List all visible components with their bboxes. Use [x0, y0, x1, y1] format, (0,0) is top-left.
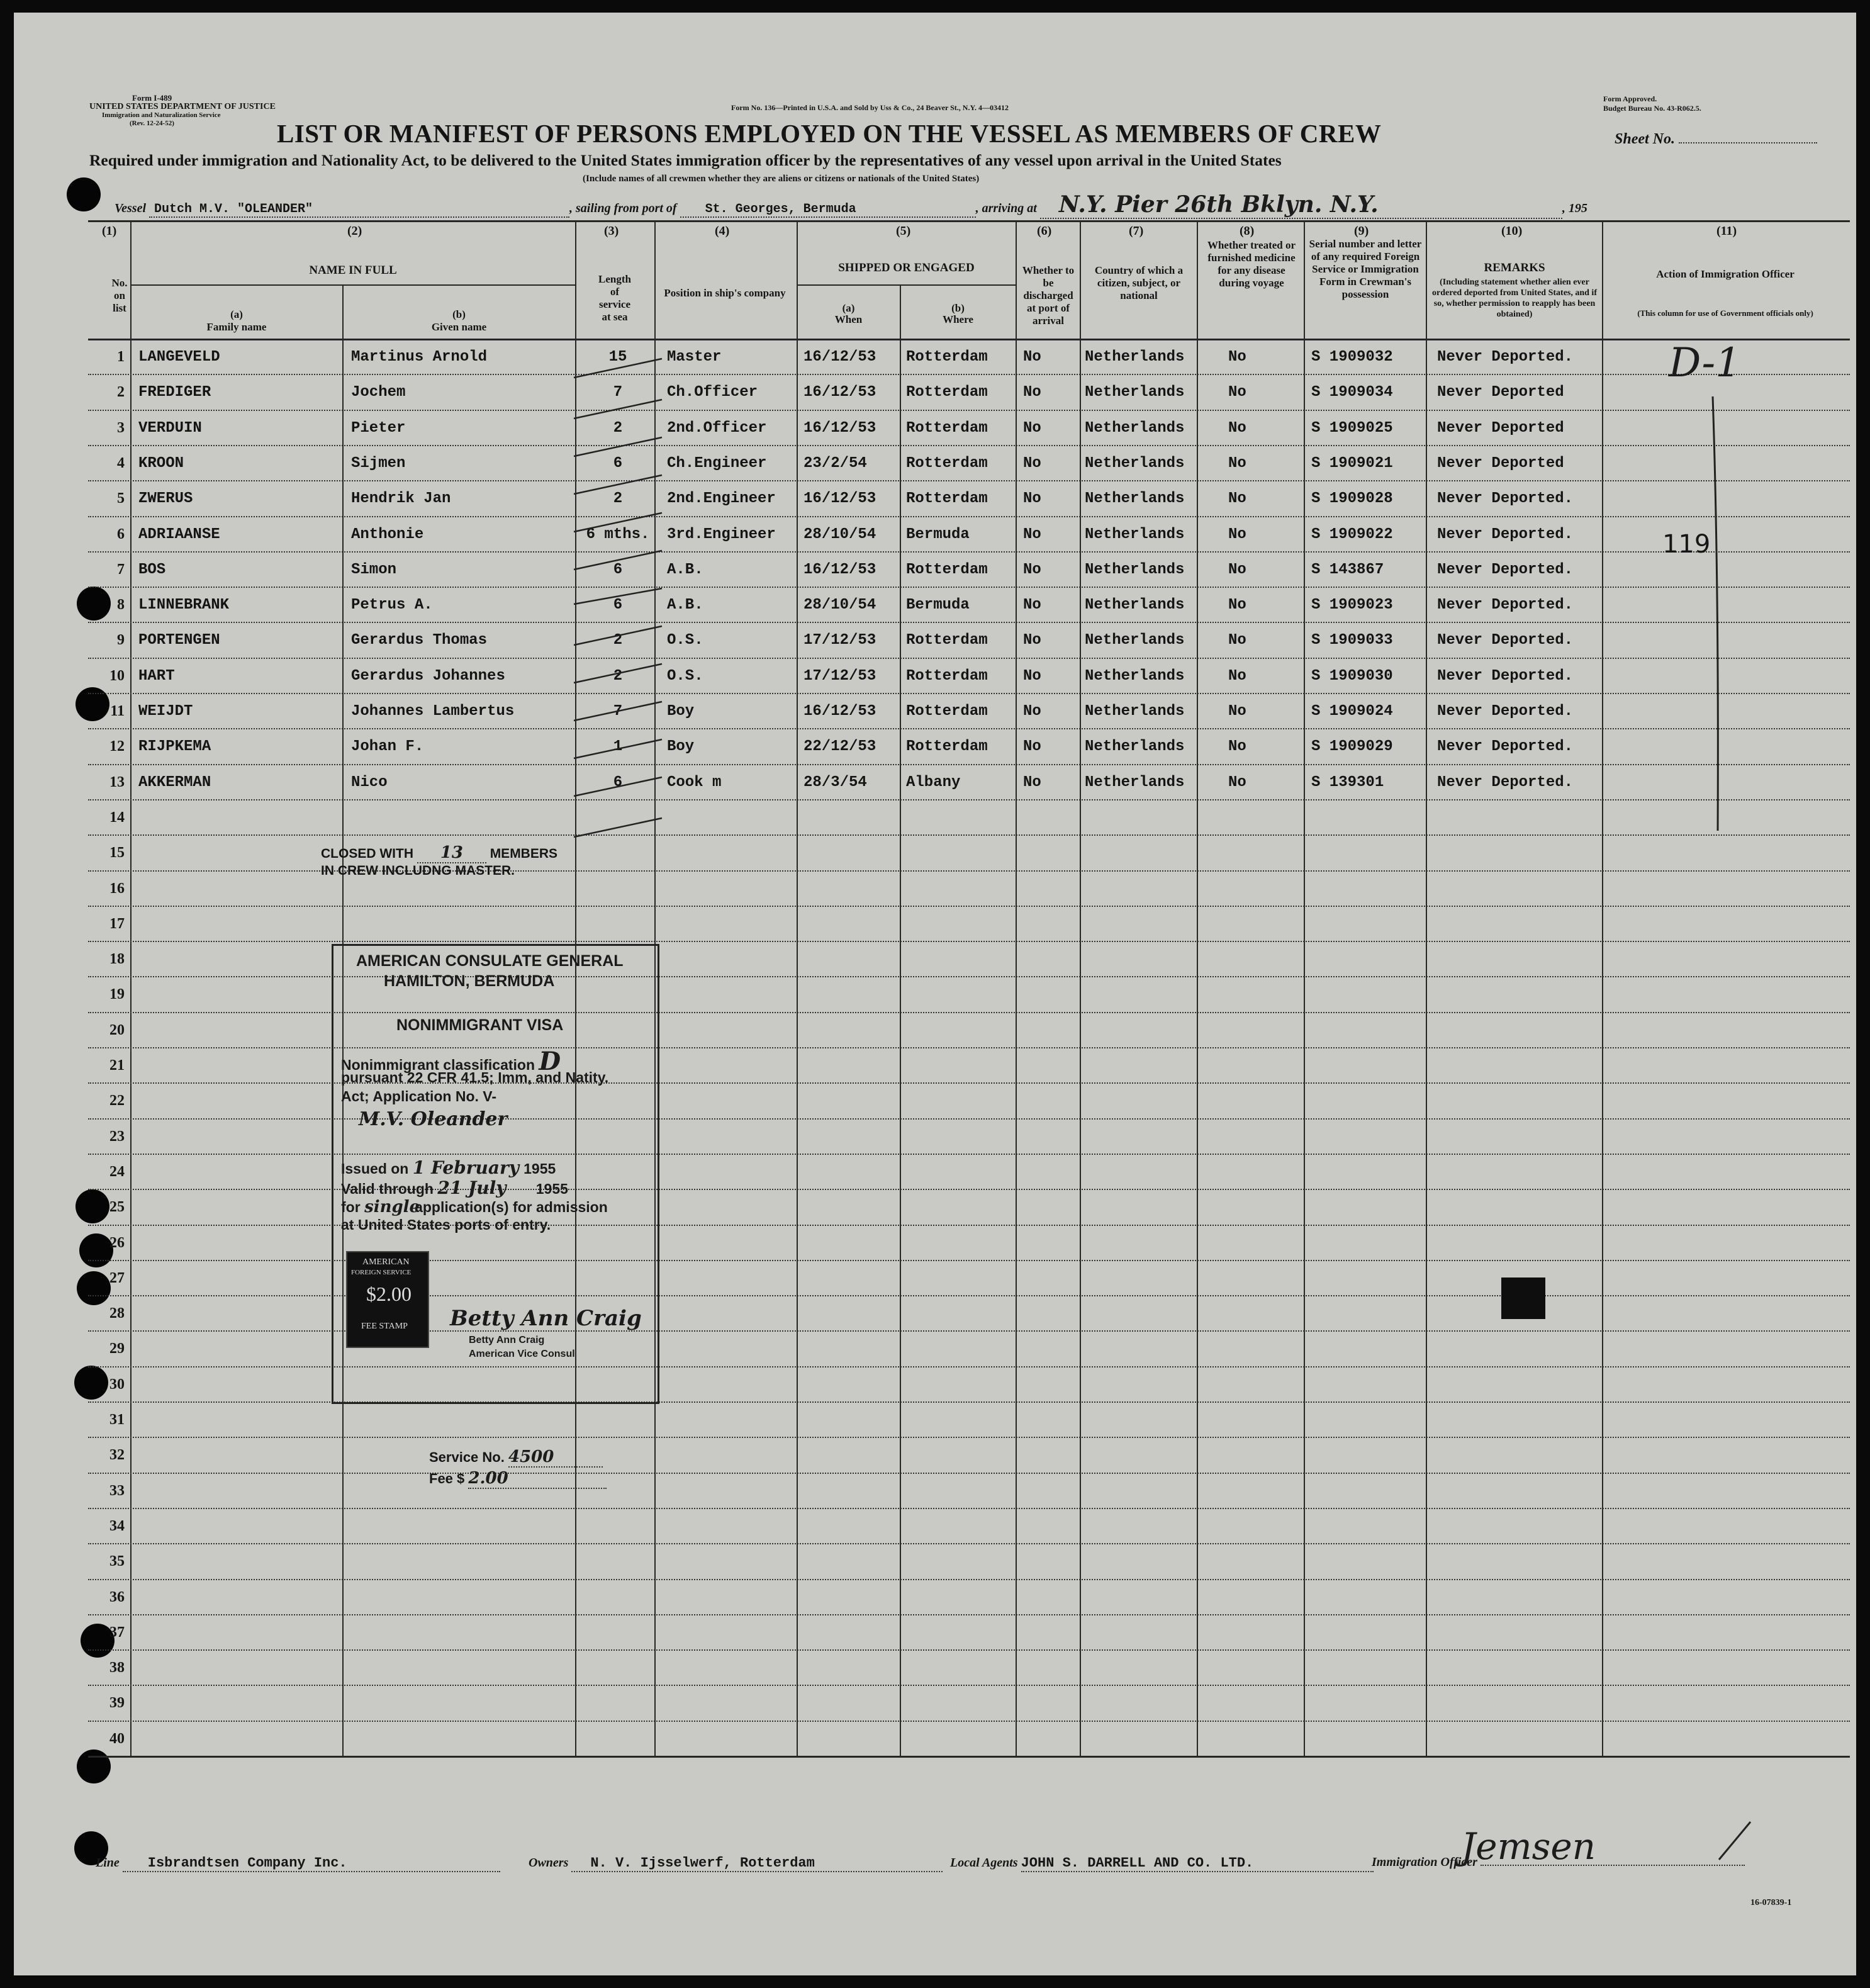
crew-given: Petrus A. — [351, 597, 433, 614]
crew-family: LANGEVELD — [138, 349, 220, 366]
col-4-number: (4) — [715, 224, 730, 238]
row-number: 7 — [117, 561, 125, 578]
row-number: 34 — [109, 1518, 125, 1534]
crew-where: Rotterdam — [906, 384, 988, 401]
header-name-in-full: NAME IN FULL — [309, 264, 397, 277]
crew-remarks: Never Deported — [1437, 384, 1564, 401]
crew-position: Ch.Officer — [667, 384, 758, 401]
header-remarks-note: (Including statement whether alien ever ordered deported from United States, and if so, whether permission to reapply has been obtained) — [1432, 278, 1597, 319]
crew-length: 15 — [608, 349, 627, 366]
crew-remarks: Never Deported. — [1437, 597, 1574, 614]
row-number: 27 — [109, 1270, 125, 1286]
crew-family: LINNEBRANK — [138, 597, 230, 614]
agency-name: UNITED STATES DEPARTMENT OF JUSTICE — [89, 102, 276, 111]
crew-when: 23/2/54 — [803, 455, 867, 472]
crew-position: 2nd.Engineer — [667, 490, 776, 507]
row-number: 22 — [109, 1092, 125, 1109]
arriving-port: N.Y. Pier 26th Bklyn. N.Y. — [1040, 191, 1562, 219]
crew-treated: No — [1228, 349, 1246, 366]
crew-treated: No — [1228, 668, 1246, 685]
crew-remarks: Never Deported. — [1437, 703, 1574, 720]
crew-position: Boy — [667, 703, 695, 720]
crew-serial: S 1909021 — [1311, 455, 1393, 472]
crew-disch: No — [1023, 490, 1041, 507]
crew-treated: No — [1228, 526, 1246, 543]
form-revision: (Rev. 12-24-52) — [130, 120, 174, 127]
crew-disch: No — [1023, 774, 1041, 791]
crew-given: Sijmen — [351, 455, 406, 472]
row-separator — [88, 658, 1850, 660]
punch-hole — [77, 1749, 111, 1783]
crew-when: 16/12/53 — [803, 420, 876, 437]
crew-serial: S 1909024 — [1311, 703, 1393, 720]
crew-given: Anthonie — [351, 526, 424, 543]
header-serial: Serial number and letter of any required Foreign Service or Immigration Form in Crewman's possession — [1309, 238, 1422, 300]
crew-given: Hendrik Jan — [351, 490, 451, 507]
crew-length: 2 — [613, 632, 623, 649]
row-number: 14 — [109, 809, 125, 826]
row-separator — [88, 1685, 1850, 1687]
row-number: 30 — [109, 1376, 125, 1393]
crew-disch: No — [1023, 668, 1041, 685]
crew-treated: No — [1228, 420, 1246, 437]
crew-when: 17/12/53 — [803, 632, 876, 649]
crew-when: 22/12/53 — [803, 738, 876, 755]
header-action: Action of Immigration Officer — [1656, 268, 1794, 280]
crew-length: 2 — [613, 668, 623, 685]
header-action-note: (This column for use of Government officials only) — [1637, 308, 1813, 318]
crew-position: 2nd.Officer — [667, 420, 767, 437]
row-number: 25 — [109, 1199, 125, 1215]
crew-family: HART — [138, 668, 175, 685]
crew-family: FREDIGER — [138, 384, 211, 401]
crew-given: Simon — [351, 561, 397, 578]
form-approved: Form Approved. — [1603, 94, 1657, 103]
row-separator — [88, 587, 1850, 588]
row-number: 18 — [109, 951, 125, 967]
crew-length: 6 — [613, 774, 623, 791]
vessel-line: Vessel Dutch M.V. "OLEANDER" , sailing from port of St. Georges, Bermuda , arriving at N.Y. Pier 26th Bklyn. N.Y. , 195 — [115, 191, 1587, 218]
crew-treated: No — [1228, 455, 1246, 472]
crew-remarks: Never Deported — [1437, 420, 1564, 437]
crew-family: BOS — [138, 561, 166, 578]
crew-treated: No — [1228, 561, 1246, 578]
crew-length: 6 — [613, 597, 623, 614]
row-separator — [88, 374, 1850, 376]
crew-family: ADRIAANSE — [138, 526, 220, 543]
crew-position: 3rd.Engineer — [667, 526, 776, 543]
crew-serial: S 1909025 — [1311, 420, 1393, 437]
crew-when: 16/12/53 — [803, 561, 876, 578]
crew-serial: S 1909033 — [1311, 632, 1393, 649]
crew-disch: No — [1023, 632, 1041, 649]
crew-length: 1 — [613, 738, 623, 755]
crew-length: 2 — [613, 490, 623, 507]
row-number: 17 — [109, 916, 125, 932]
crew-remarks: Never Deported. — [1437, 561, 1574, 578]
row-number: 24 — [109, 1164, 125, 1180]
crew-family: VERDUIN — [138, 420, 202, 437]
agency-service: Immigration and Naturalization Service — [102, 111, 221, 119]
crew-position: O.S. — [667, 668, 703, 685]
crew-country: Netherlands — [1085, 526, 1185, 543]
col-7-number: (7) — [1129, 224, 1144, 238]
crew-disch: No — [1023, 738, 1041, 755]
row-number: 31 — [109, 1412, 125, 1428]
header-where-b: (b) — [951, 302, 965, 314]
row-number: 40 — [109, 1731, 125, 1747]
crew-where: Bermuda — [906, 597, 970, 614]
footer-line: Line Isbrandtsen Company Inc. — [96, 1855, 500, 1872]
crew-when: 28/10/54 — [803, 526, 876, 543]
crew-length: 6 mths. — [586, 526, 650, 543]
row-separator — [88, 693, 1850, 695]
crew-disch: No — [1023, 597, 1041, 614]
crew-given: Johan F. — [351, 738, 424, 755]
row-separator — [88, 445, 1850, 447]
crew-disch: No — [1023, 384, 1041, 401]
crew-given: Martinus Arnold — [351, 349, 488, 366]
ink-blot — [1501, 1278, 1545, 1319]
crew-length: 7 — [613, 703, 623, 720]
crew-disch: No — [1023, 349, 1041, 366]
row-number: 23 — [109, 1128, 125, 1145]
crew-remarks: Never Deported. — [1437, 632, 1574, 649]
vessel-name: Dutch M.V. "OLEANDER" — [149, 202, 569, 218]
row-number: 13 — [109, 774, 125, 790]
row-number: 12 — [109, 738, 125, 755]
crew-country: Netherlands — [1085, 668, 1185, 685]
header-given-name: Given name — [431, 321, 487, 333]
sheet-number-label: Sheet No. — [1615, 131, 1817, 148]
crew-remarks: Never Deported — [1437, 455, 1564, 472]
crew-treated: No — [1228, 738, 1246, 755]
crew-family: PORTENGEN — [138, 632, 220, 649]
crew-where: Albany — [906, 774, 961, 791]
footer-officer: Immigration Officer — [1372, 1855, 1745, 1870]
crew-remarks: Never Deported. — [1437, 668, 1574, 685]
crew-given: Nico — [351, 774, 388, 791]
col-10-number: (10) — [1501, 224, 1523, 238]
crew-remarks: Never Deported. — [1437, 774, 1574, 791]
header-where: Where — [943, 313, 973, 325]
crew-treated: No — [1228, 597, 1246, 614]
crew-when: 16/12/53 — [803, 703, 876, 720]
crew-serial: S 139301 — [1311, 774, 1384, 791]
row-number: 32 — [109, 1447, 125, 1463]
crew-when: 16/12/53 — [803, 384, 876, 401]
row-separator — [88, 1543, 1850, 1545]
crew-when: 16/12/53 — [803, 490, 876, 507]
crew-treated: No — [1228, 703, 1246, 720]
crew-where: Rotterdam — [906, 420, 988, 437]
row-separator — [88, 1508, 1850, 1510]
crew-country: Netherlands — [1085, 774, 1185, 791]
sailing-port: St. Georges, Bermuda — [680, 202, 976, 218]
fee-amount: Fee $ 2.00 — [429, 1469, 607, 1489]
row-number: 39 — [109, 1695, 125, 1711]
row-number: 37 — [109, 1624, 125, 1641]
manifest-subtitle: Required under immigration and Nationality Act, to be delivered to the United States immigration officer by the representatives of any vessel upon arrival in the United States — [89, 151, 1282, 169]
crew-serial: S 1909028 — [1311, 490, 1393, 507]
service-number: Service No. 4500 — [429, 1447, 603, 1468]
row-number: 1 — [117, 349, 125, 365]
header-family-name: Family name — [206, 321, 267, 333]
crew-given: Johannes Lambertus — [351, 703, 515, 720]
crew-position: A.B. — [667, 597, 703, 614]
footer-agents: Local Agents JOHN S. DARRELL AND CO. LTD. — [950, 1855, 1374, 1872]
crew-length: 6 — [613, 455, 623, 472]
row-separator — [88, 834, 1850, 836]
row-number: 2 — [117, 384, 125, 400]
visa-stamp: AMERICAN CONSULATE GENERAL HAMILTON, BERMUDA NONIMMIGRANT VISA Nonimmigrant classification D pursuant 22 CFR 41.5; Imm, and Natity. Act; Application No. V- M.V. Oleander Issued on 1 February 1955 Valid through 21 July 1955 for singleapplication(s) for admission at United States ports of entry. Betty Ann Craig Betty Ann Craig American Vice Consul — [332, 944, 659, 1404]
crew-position: Ch.Engineer — [667, 455, 767, 472]
header-shipped: SHIPPED OR ENGAGED — [838, 261, 975, 274]
crew-remarks: Never Deported. — [1437, 490, 1574, 507]
consul-signature: Betty Ann Craig — [450, 1306, 642, 1331]
row-number: 9 — [117, 632, 125, 648]
crew-when: 28/10/54 — [803, 597, 876, 614]
crew-country: Netherlands — [1085, 420, 1185, 437]
crew-where: Rotterdam — [906, 632, 988, 649]
crew-position: Boy — [667, 738, 695, 755]
crew-country: Netherlands — [1085, 597, 1185, 614]
form-code: 16-07839-1 — [1750, 1898, 1792, 1907]
crew-disch: No — [1023, 420, 1041, 437]
row-separator — [88, 1437, 1850, 1439]
crew-length: 6 — [613, 561, 623, 578]
header-family-a: (a) — [230, 308, 243, 320]
crew-treated: No — [1228, 632, 1246, 649]
crew-country: Netherlands — [1085, 703, 1185, 720]
crew-disch: No — [1023, 526, 1041, 543]
punch-hole — [67, 177, 101, 211]
row-number: 11 — [110, 703, 125, 719]
col-1-number: (1) — [102, 224, 117, 238]
row-number: 36 — [109, 1589, 125, 1605]
row-number: 16 — [109, 880, 125, 897]
crew-country: Netherlands — [1085, 384, 1185, 401]
header-country: Country of which a citizen, subject, or national — [1094, 264, 1184, 301]
row-separator — [88, 1473, 1850, 1474]
col-8-number: (8) — [1240, 224, 1255, 238]
row-number: 5 — [117, 490, 125, 507]
crew-country: Netherlands — [1085, 738, 1185, 755]
crew-given: Pieter — [351, 420, 406, 437]
crew-where: Bermuda — [906, 526, 970, 543]
crew-serial: S 1909034 — [1311, 384, 1393, 401]
row-separator — [88, 1721, 1850, 1722]
form-number: Form I-489 — [132, 93, 172, 103]
closed-with-note: CLOSED WITH 13 MEMBERS IN CREW INCLUDNG MASTER. — [321, 843, 558, 878]
length-ticks — [568, 340, 693, 856]
crew-length: 7 — [613, 384, 623, 401]
crew-position: Master — [667, 349, 722, 366]
crew-family: ZWERUS — [138, 490, 193, 507]
footer-owners: Owners N. V. Ijsselwerf, Rotterdam — [529, 1855, 943, 1872]
header-treated: Whether treated or furnished medicine for any disease during voyage — [1207, 239, 1296, 289]
col-11-number: (11) — [1716, 224, 1737, 238]
row-number: 29 — [109, 1340, 125, 1357]
row-separator — [88, 906, 1850, 907]
row-number: 3 — [117, 420, 125, 436]
budget-bureau: Budget Bureau No. 43-R062.5. — [1603, 104, 1701, 113]
crew-where: Rotterdam — [906, 455, 988, 472]
row-separator — [88, 728, 1850, 730]
col-9-number: (9) — [1354, 224, 1369, 238]
crew-position: A.B. — [667, 561, 703, 578]
crew-family: KROON — [138, 455, 184, 472]
row-number: 15 — [109, 845, 125, 861]
action-119: 119 — [1662, 530, 1711, 559]
manifest-sheet — [14, 13, 1856, 1975]
crew-family: AKKERMAN — [138, 774, 211, 791]
header-position: Position in ship's company — [664, 287, 786, 299]
col-6-number: (6) — [1037, 224, 1052, 238]
row-separator — [88, 622, 1850, 624]
manifest-note: (Include names of all crewmen whether they are aliens or citizens or nationals of the United States) — [583, 174, 980, 184]
row-separator — [88, 799, 1850, 801]
row-number: 4 — [117, 455, 125, 471]
row-number: 38 — [109, 1659, 125, 1676]
crew-serial: S 1909023 — [1311, 597, 1393, 614]
crew-remarks: Never Deported. — [1437, 349, 1574, 366]
row-separator — [88, 1649, 1850, 1651]
header-when-a: (a) — [842, 302, 855, 314]
crew-position: O.S. — [667, 632, 703, 649]
row-number: 20 — [109, 1022, 125, 1038]
row-number: 10 — [109, 668, 125, 684]
row-separator — [88, 480, 1850, 482]
fee-stamp: AMERICAN FOREIGN SERVICE $2.00 FEE STAMP — [346, 1251, 429, 1348]
col-5-number: (5) — [896, 224, 911, 238]
crew-disch: No — [1023, 703, 1041, 720]
crew-family: RIJPKEMA — [138, 738, 211, 755]
crew-when: 16/12/53 — [803, 349, 876, 366]
crew-given: Jochem — [351, 384, 406, 401]
officer-signature: Jemsen — [1461, 1825, 1596, 1868]
row-separator — [88, 410, 1850, 412]
crew-given: Gerardus Johannes — [351, 668, 505, 685]
crew-country: Netherlands — [1085, 561, 1185, 578]
crew-position: Cook m — [667, 774, 722, 791]
manifest-title: LIST OR MANIFEST OF PERSONS EMPLOYED ON THE VESSEL AS MEMBERS OF CREW — [277, 119, 1382, 148]
crew-serial: S 1909030 — [1311, 668, 1393, 685]
row-number: 19 — [109, 986, 125, 1002]
row-separator — [88, 764, 1850, 766]
printer-line: Form No. 136—Printed in U.S.A. and Sold by Uss & Co., 24 Beaver St., N.Y. 4—03412 — [731, 103, 1009, 112]
crew-treated: No — [1228, 490, 1246, 507]
crew-country: Netherlands — [1085, 632, 1185, 649]
crew-country: Netherlands — [1085, 455, 1185, 472]
row-number: 8 — [117, 597, 125, 613]
crew-when: 17/12/53 — [803, 668, 876, 685]
bracket-mark — [1650, 390, 1725, 843]
row-separator — [88, 1614, 1850, 1616]
crew-treated: No — [1228, 384, 1246, 401]
row-separator — [88, 516, 1850, 518]
row-separator — [88, 551, 1850, 553]
crew-where: Rotterdam — [906, 668, 988, 685]
header-remarks: REMARKS — [1484, 261, 1545, 274]
crew-serial: S 1909022 — [1311, 526, 1393, 543]
crew-country: Netherlands — [1085, 349, 1185, 366]
row-number: 21 — [109, 1057, 125, 1074]
crew-family: WEIJDT — [138, 703, 193, 720]
header-discharged: Whether to be discharged at port of arrival — [1022, 264, 1075, 327]
crew-serial: S 143867 — [1311, 561, 1384, 578]
col-3-number: (3) — [604, 224, 619, 238]
header-length: Length of service at sea — [598, 273, 631, 323]
col-2-number: (2) — [347, 224, 362, 238]
crew-country: Netherlands — [1085, 490, 1185, 507]
row-number: 28 — [109, 1305, 125, 1322]
header-no-on-list: No. on list — [111, 277, 128, 314]
crew-where: Rotterdam — [906, 703, 988, 720]
action-d1: D-1 — [1669, 340, 1741, 386]
crew-length: 2 — [613, 420, 623, 437]
crew-disch: No — [1023, 561, 1041, 578]
crew-where: Rotterdam — [906, 490, 988, 507]
row-number: 26 — [109, 1235, 125, 1251]
crew-given: Gerardus Thomas — [351, 632, 488, 649]
crew-serial: S 1909032 — [1311, 349, 1393, 366]
crew-where: Rotterdam — [906, 561, 988, 578]
row-separator — [88, 1579, 1850, 1581]
crew-where: Rotterdam — [906, 738, 988, 755]
crew-treated: No — [1228, 774, 1246, 791]
crew-remarks: Never Deported. — [1437, 738, 1574, 755]
crew-when: 28/3/54 — [803, 774, 867, 791]
row-separator — [88, 941, 1850, 943]
row-number: 33 — [109, 1483, 125, 1499]
crew-remarks: Never Deported. — [1437, 526, 1574, 543]
row-number: 6 — [117, 526, 125, 542]
header-given-b: (b) — [452, 308, 466, 320]
row-number: 35 — [109, 1553, 125, 1570]
crew-where: Rotterdam — [906, 349, 988, 366]
crew-disch: No — [1023, 455, 1041, 472]
header-when: When — [834, 313, 863, 325]
crew-serial: S 1909029 — [1311, 738, 1393, 755]
